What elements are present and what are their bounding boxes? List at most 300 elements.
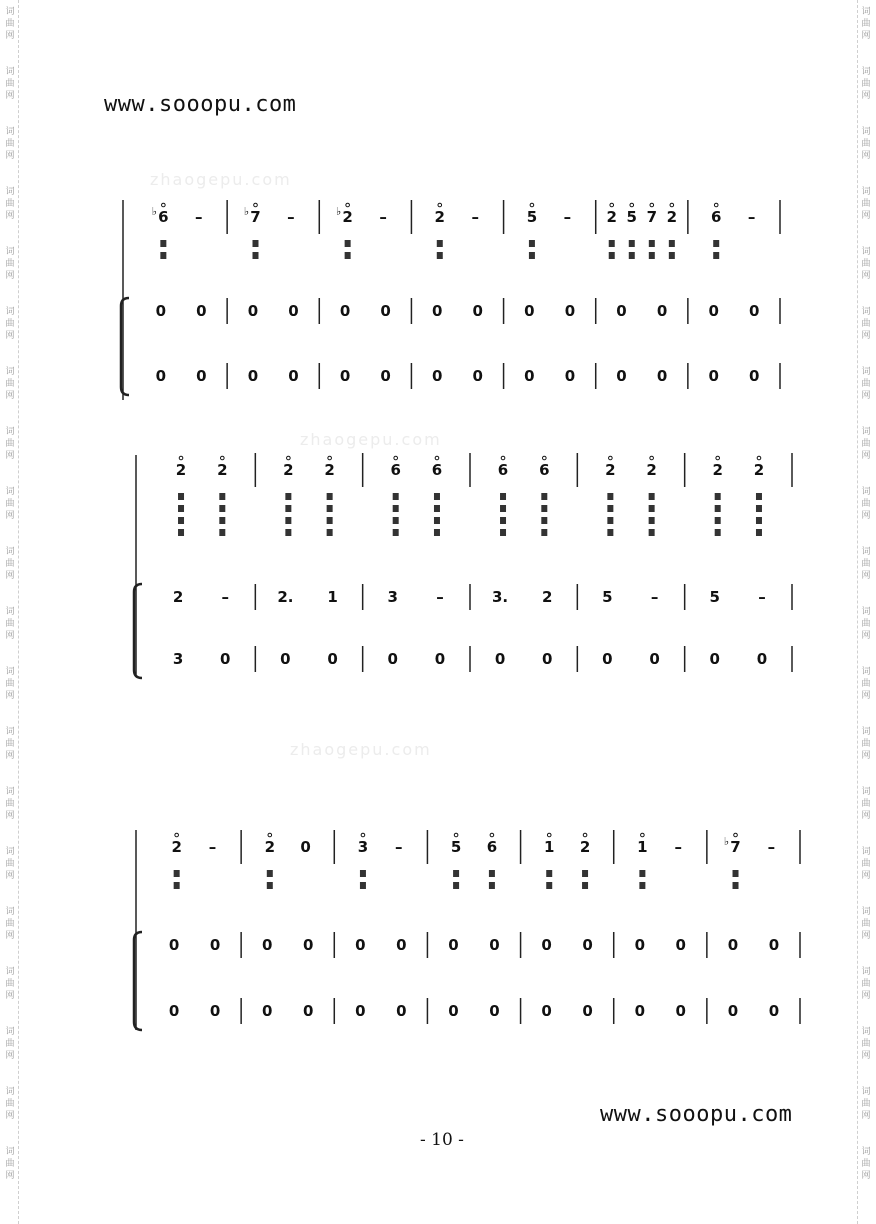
- chord-tone: [649, 493, 655, 500]
- side-char: 词: [5, 727, 15, 737]
- octave-dot: [650, 203, 654, 207]
- side-char: 曲: [861, 439, 871, 449]
- chord-tone: [649, 252, 655, 259]
- side-char: 网: [5, 1051, 15, 1061]
- staff-note: 0: [448, 1002, 459, 1020]
- octave-dot: [346, 203, 350, 207]
- side-char: 词: [5, 427, 15, 437]
- octave-dot: [328, 456, 332, 460]
- melody-note: 5: [526, 208, 538, 226]
- melody-note: 2: [264, 838, 276, 856]
- melody-note: 2: [324, 461, 335, 479]
- melody-note: 2: [646, 461, 657, 479]
- watermark: zhaogepu.com: [150, 170, 292, 189]
- side-char: 网: [5, 631, 15, 641]
- staff-note: 0: [727, 1002, 739, 1020]
- melody-note: 5: [450, 838, 462, 856]
- chord-tone: [756, 505, 762, 512]
- chord-tone: [327, 505, 333, 512]
- side-char: 曲: [5, 1039, 15, 1049]
- melody-note: 3: [357, 838, 369, 856]
- side-char: 曲: [861, 1039, 871, 1049]
- side-char: 曲: [861, 799, 871, 809]
- side-char: 网: [5, 331, 15, 341]
- side-char: 网: [861, 271, 871, 281]
- side-char: 词: [861, 607, 871, 617]
- octave-dot: [438, 203, 442, 207]
- chord-tone: [434, 529, 440, 536]
- side-char: 曲: [861, 559, 871, 569]
- dash: –: [195, 208, 203, 226]
- side-char: 网: [5, 691, 15, 701]
- chord-tone: [345, 252, 351, 259]
- chord-tone: [285, 517, 291, 524]
- octave-dot: [641, 833, 645, 837]
- chord-tone: [756, 517, 762, 524]
- side-char: 词: [5, 1027, 15, 1037]
- side-char: 曲: [861, 859, 871, 869]
- chord-tone: [500, 505, 506, 512]
- flat-sign: ♭: [723, 835, 730, 848]
- chord-tone: [582, 882, 588, 889]
- chord-tone: [715, 529, 721, 536]
- side-char: 词: [861, 787, 871, 797]
- dash: –: [650, 588, 659, 606]
- melody-note: 6: [431, 461, 443, 479]
- side-char: 曲: [861, 1099, 871, 1109]
- side-char: 网: [861, 1111, 871, 1121]
- chord-tone: [345, 240, 351, 247]
- staff-note: 0: [434, 650, 446, 668]
- side-char: 词: [861, 727, 871, 737]
- staff-note: 0: [155, 367, 167, 385]
- chord-tone: [500, 493, 506, 500]
- chord-tone: [529, 252, 535, 259]
- chord-tone: [609, 252, 615, 259]
- side-char: 词: [5, 487, 15, 497]
- staff-note: 0: [220, 650, 231, 668]
- chord-tone: [489, 882, 495, 889]
- staff-note: 0: [196, 302, 207, 320]
- staff-note: 2.: [277, 588, 294, 606]
- chord-tone: [733, 870, 739, 877]
- side-char: 网: [5, 31, 15, 41]
- staff-note: 0: [155, 302, 167, 320]
- chord-tone: [434, 517, 440, 524]
- staff-note: 0: [756, 650, 768, 668]
- chord-tone: [285, 529, 291, 536]
- dash: –: [758, 588, 766, 606]
- melody-note: 1: [544, 838, 555, 856]
- dash: –: [747, 208, 756, 226]
- side-char: 词: [861, 247, 871, 257]
- staff-note: 0: [542, 650, 553, 668]
- side-char: 网: [5, 391, 15, 401]
- octave-dot: [490, 833, 494, 837]
- melody-note: 7: [730, 838, 741, 856]
- staff-note: 0: [288, 302, 299, 320]
- staff-note: 0: [472, 367, 483, 385]
- side-char: 曲: [5, 19, 15, 29]
- octave-dot: [361, 833, 365, 837]
- chord-tone: [178, 529, 184, 536]
- side-char: 曲: [5, 439, 15, 449]
- chord-tone: [629, 252, 635, 259]
- octave-dot: [268, 833, 272, 837]
- staff-note: 5: [709, 588, 720, 606]
- flat-sign: ♭: [336, 205, 342, 218]
- octave-dot: [221, 456, 225, 460]
- staff-note: 0: [380, 367, 391, 385]
- side-char: 曲: [5, 139, 15, 149]
- side-char: 网: [5, 511, 15, 521]
- side-char: 网: [861, 751, 871, 761]
- flat-sign: ♭: [151, 205, 157, 218]
- staff-note: 0: [196, 367, 207, 385]
- side-char: 网: [5, 871, 15, 881]
- octave-dot: [162, 203, 166, 207]
- melody-note: 6: [158, 208, 169, 226]
- side-char: 词: [5, 367, 15, 377]
- chord-tone: [393, 493, 399, 500]
- melody-note: 2: [579, 838, 591, 856]
- octave-dot: [501, 456, 505, 460]
- side-char: 词: [5, 847, 15, 857]
- side-char: 词: [5, 187, 15, 197]
- side-char: 词: [5, 547, 15, 557]
- chord-tone: [713, 240, 719, 247]
- melody-note: 2: [342, 208, 353, 226]
- chord-tone: [393, 529, 399, 536]
- staff-note: 0: [327, 650, 338, 668]
- side-char: 网: [861, 511, 871, 521]
- dash: –: [436, 588, 444, 606]
- side-char: 曲: [861, 679, 871, 689]
- staff-note: 0: [709, 650, 720, 668]
- chord-tone: [629, 240, 635, 247]
- side-char: 词: [861, 547, 871, 557]
- dash: –: [287, 208, 295, 226]
- side-char: 曲: [5, 1159, 15, 1169]
- side-char: 词: [5, 907, 15, 917]
- chord-tone: [437, 252, 443, 259]
- octave-dot: [757, 456, 761, 460]
- chord-tone: [393, 517, 399, 524]
- side-char: 网: [5, 451, 15, 461]
- side-char: 网: [861, 631, 871, 641]
- side-char: 曲: [5, 259, 15, 269]
- chord-tone: [219, 517, 225, 524]
- side-char: 曲: [861, 319, 871, 329]
- staff-note: 0: [602, 650, 613, 668]
- staff-note: 0: [209, 936, 221, 954]
- octave-dot: [175, 833, 179, 837]
- chord-tone: [607, 529, 613, 536]
- octave-dot: [179, 456, 183, 460]
- chord-tone: [529, 240, 535, 247]
- octave-dot: [547, 833, 551, 837]
- side-char: 网: [861, 91, 871, 101]
- melody-note: 2: [217, 461, 228, 479]
- staff-note: 0: [524, 302, 535, 320]
- side-char: 曲: [861, 199, 871, 209]
- side-char: 曲: [861, 919, 871, 929]
- staff-note: 3.: [491, 588, 509, 606]
- side-char: 网: [861, 451, 871, 461]
- side-char: 词: [861, 1027, 871, 1037]
- staff-note: 0: [209, 1002, 221, 1020]
- side-char: 词: [861, 67, 871, 77]
- octave-dot: [454, 833, 458, 837]
- side-char: 曲: [5, 499, 15, 509]
- side-char: 词: [861, 487, 871, 497]
- side-char: 曲: [861, 379, 871, 389]
- staff-note: 0: [541, 936, 552, 954]
- octave-dot: [650, 456, 654, 460]
- side-char: 词: [5, 127, 15, 137]
- chord-tone: [219, 529, 225, 536]
- staff-note: 1: [327, 588, 338, 606]
- staff-note: 0: [524, 367, 535, 385]
- octave-dot: [714, 203, 718, 207]
- octave-dot: [610, 203, 614, 207]
- octave-dot: [734, 833, 738, 837]
- staff-note: 0: [616, 367, 627, 385]
- side-char: 网: [861, 931, 871, 941]
- chord-tone: [360, 882, 366, 889]
- side-char: 词: [861, 7, 871, 17]
- side-char: 网: [5, 991, 15, 1001]
- side-char: 词: [5, 967, 15, 977]
- chord-tone: [546, 870, 552, 877]
- chord-tone: [174, 882, 180, 889]
- melody-note: 6: [710, 208, 722, 226]
- side-char: 网: [861, 691, 871, 701]
- melody-note: 2: [753, 461, 765, 479]
- side-char: 词: [861, 1087, 871, 1097]
- chord-tone: [639, 870, 645, 877]
- side-char: 词: [861, 667, 871, 677]
- chord-tone: [715, 517, 721, 524]
- melody-note: 6: [539, 461, 550, 479]
- header-site-url: www.sooopu.com: [104, 92, 297, 117]
- dash: –: [674, 838, 682, 856]
- staff-note: 0: [339, 367, 351, 385]
- staff-note: 0: [355, 936, 366, 954]
- chord-tone: [285, 505, 291, 512]
- side-char: 曲: [5, 679, 15, 689]
- staff-note: 0: [768, 936, 780, 954]
- staff-note: 0: [768, 1002, 780, 1020]
- staff-brace: [134, 932, 142, 1030]
- chord-tone: [453, 882, 459, 889]
- staff-note: 0: [339, 302, 351, 320]
- chord-tone: [500, 517, 506, 524]
- melody-note: 6: [390, 461, 401, 479]
- octave-dot: [254, 203, 258, 207]
- side-char: 网: [5, 571, 15, 581]
- side-char: 词: [861, 427, 871, 437]
- side-char: 曲: [5, 379, 15, 389]
- melody-note: 0: [300, 838, 311, 856]
- staff-note: 0: [380, 302, 391, 320]
- side-char: 词: [861, 127, 871, 137]
- side-char: 曲: [861, 79, 871, 89]
- staff-note: 0: [582, 1002, 593, 1020]
- chord-tone: [500, 529, 506, 536]
- staff-note: 0: [387, 650, 398, 668]
- melody-note: 5: [626, 208, 637, 226]
- dash: –: [767, 838, 776, 856]
- melody-note: 1: [637, 838, 648, 856]
- side-char: 网: [861, 871, 871, 881]
- melody-note: 6: [486, 838, 498, 856]
- chord-tone: [267, 870, 273, 877]
- side-char: 词: [5, 1087, 15, 1097]
- side-char: 词: [5, 607, 15, 617]
- chord-tone: [178, 505, 184, 512]
- octave-dot: [530, 203, 534, 207]
- chord-tone: [649, 240, 655, 247]
- octave-dot: [716, 456, 720, 460]
- chord-tone: [713, 252, 719, 259]
- octave-dot: [543, 456, 547, 460]
- staff-note: 0: [582, 936, 593, 954]
- staff-note: 0: [656, 302, 668, 320]
- melody-note: 2: [283, 461, 294, 479]
- staff-note: 0: [564, 302, 576, 320]
- octave-dot: [670, 203, 674, 207]
- dash: –: [221, 588, 230, 606]
- side-char: 网: [5, 271, 15, 281]
- chord-tone: [541, 493, 547, 500]
- side-char: 曲: [861, 979, 871, 989]
- side-char: 曲: [861, 19, 871, 29]
- side-char: 词: [861, 847, 871, 857]
- side-char: 词: [5, 7, 15, 17]
- staff-note: 0: [247, 367, 259, 385]
- staff-note: 0: [748, 302, 760, 320]
- staff-note: 0: [262, 936, 273, 954]
- watermark: zhaogepu.com: [290, 740, 432, 759]
- chord-tone: [489, 870, 495, 877]
- side-char: 词: [861, 907, 871, 917]
- side-char: 曲: [861, 259, 871, 269]
- chord-tone: [160, 240, 166, 247]
- side-char: 词: [5, 1147, 15, 1157]
- side-char: 网: [861, 1051, 871, 1061]
- staff-note: 0: [727, 936, 739, 954]
- dash: –: [563, 208, 572, 226]
- chord-tone: [437, 240, 443, 247]
- chord-tone: [733, 882, 739, 889]
- chord-tone: [607, 505, 613, 512]
- octave-dot: [583, 833, 587, 837]
- side-char: 曲: [5, 619, 15, 629]
- melody-note: 2: [606, 208, 617, 226]
- side-char: 网: [861, 391, 871, 401]
- side-char: 曲: [861, 619, 871, 629]
- chord-tone: [327, 517, 333, 524]
- octave-dot: [435, 456, 439, 460]
- side-char: 曲: [861, 139, 871, 149]
- side-char: 网: [5, 1111, 15, 1121]
- octave-dot: [630, 203, 634, 207]
- chord-tone: [546, 882, 552, 889]
- side-char: 网: [5, 151, 15, 161]
- staff-brace: [121, 298, 129, 395]
- chord-tone: [178, 493, 184, 500]
- staff-note: 0: [748, 367, 760, 385]
- chord-tone: [649, 505, 655, 512]
- side-char: 曲: [861, 1159, 871, 1169]
- staff-note: 2: [542, 588, 553, 606]
- side-char: 网: [861, 211, 871, 221]
- side-char: 网: [5, 1171, 15, 1181]
- side-char: 词: [861, 367, 871, 377]
- staff-note: 3: [172, 650, 184, 668]
- side-char: 曲: [861, 499, 871, 509]
- chord-tone: [756, 493, 762, 500]
- side-char: 词: [861, 187, 871, 197]
- staff-note: 0: [302, 936, 314, 954]
- staff-note: 0: [168, 1002, 180, 1020]
- side-char: 曲: [5, 979, 15, 989]
- staff-note: 0: [168, 936, 180, 954]
- chord-tone: [582, 870, 588, 877]
- chord-tone: [715, 505, 721, 512]
- footer-site-url: www.sooopu.com: [600, 1102, 793, 1127]
- side-char: 网: [861, 1171, 871, 1181]
- octave-dot: [394, 456, 398, 460]
- staff-note: 0: [634, 1002, 646, 1020]
- chord-tone: [434, 505, 440, 512]
- side-char: 网: [5, 91, 15, 101]
- side-char: 词: [5, 787, 15, 797]
- melody-note: 6: [497, 461, 509, 479]
- chord-tone: [393, 505, 399, 512]
- staff-note: 0: [489, 1002, 500, 1020]
- chord-tone: [252, 252, 258, 259]
- octave-dot: [609, 456, 613, 460]
- watermark: zhaogepu.com: [300, 430, 442, 449]
- side-char: 曲: [5, 79, 15, 89]
- octave-dot: [287, 456, 291, 460]
- staff-note: 0: [708, 367, 719, 385]
- chord-tone: [267, 882, 273, 889]
- side-char: 词: [5, 247, 15, 257]
- chord-tone: [453, 870, 459, 877]
- melody-note: 2: [712, 461, 723, 479]
- chord-tone: [541, 505, 547, 512]
- dash: –: [471, 208, 479, 226]
- staff-note: 0: [396, 936, 407, 954]
- chord-tone: [756, 529, 762, 536]
- side-char: 曲: [861, 739, 871, 749]
- chord-tone: [174, 870, 180, 877]
- side-char: 词: [861, 307, 871, 317]
- side-char: 词: [861, 1147, 871, 1157]
- staff-note: 0: [675, 936, 686, 954]
- staff-note: 0: [472, 302, 483, 320]
- melody-note: 7: [646, 208, 658, 226]
- chord-tone: [219, 505, 225, 512]
- melody-note: 2: [175, 461, 187, 479]
- side-char: 曲: [5, 559, 15, 569]
- staff-note: 0: [262, 1002, 273, 1020]
- staff-note: 0: [656, 367, 668, 385]
- staff-note: 0: [675, 1002, 686, 1020]
